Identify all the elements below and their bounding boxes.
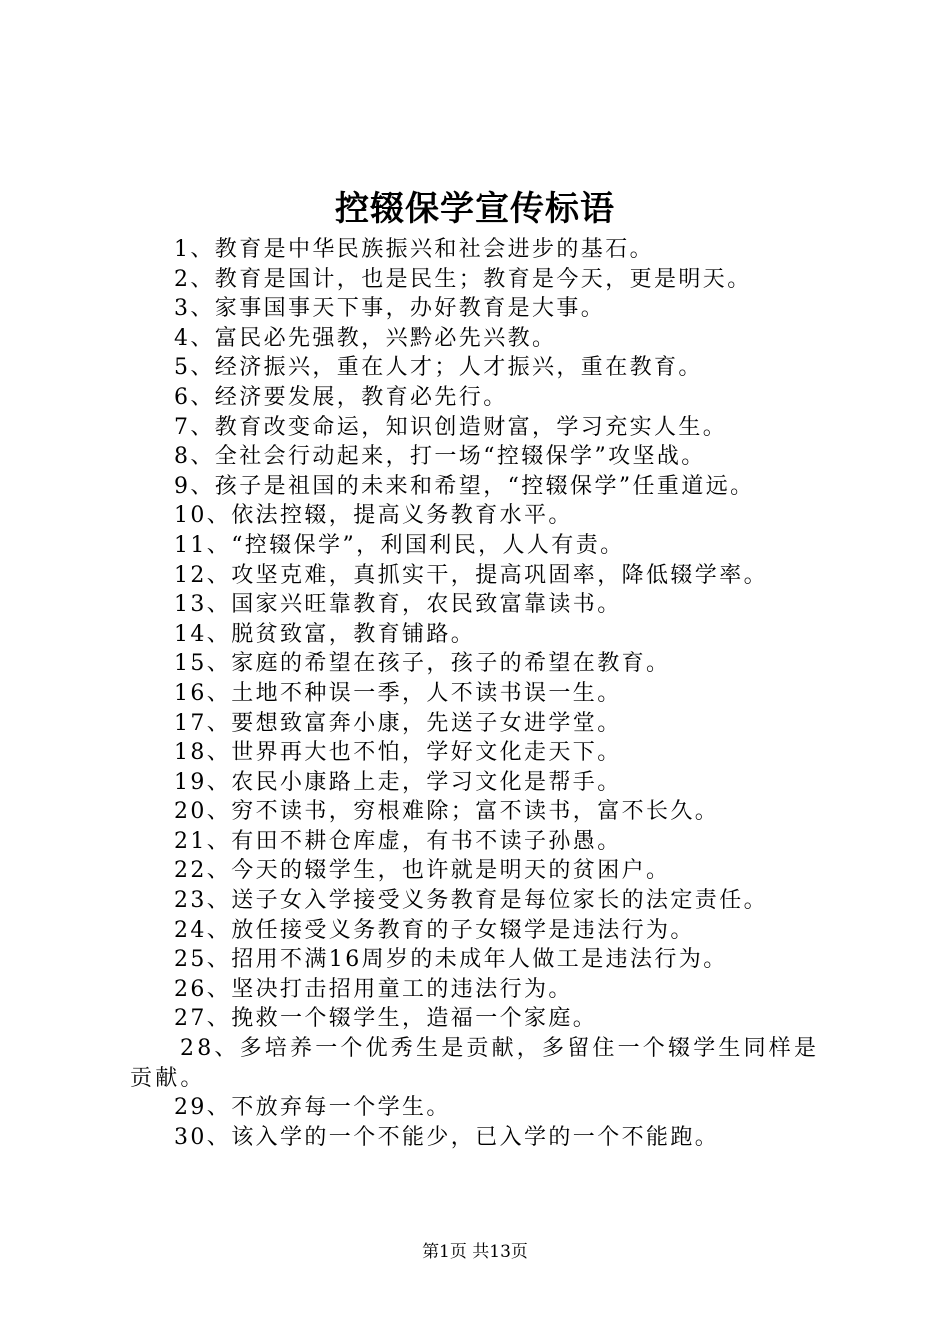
- document-title: 控辍保学宣传标语: [335, 189, 615, 229]
- slogan-item: 12、攻坚克难，真抓实干，提高巩固率，降低辍学率。: [174, 562, 768, 588]
- slogan-item: 18、世界再大也不怕，学好文化走天下。: [174, 740, 622, 766]
- slogan-item: 20、穷不读书，穷根难除；富不读书，富不长久。: [174, 799, 720, 825]
- slogan-item: 13、国家兴旺靠教育，农民致富靠读书。: [174, 592, 622, 618]
- slogan-item: 15、家庭的希望在孩子，孩子的希望在教育。: [174, 651, 671, 677]
- slogan-item: 10、依法控辍，提高义务教育水平。: [174, 503, 573, 529]
- slogan-item: 3、家事国事天下事，办好教育是大事。: [174, 296, 606, 322]
- slogan-item: 17、要想致富奔小康，先送子女进学堂。: [174, 710, 622, 736]
- page-footer: 第1页 共13页: [422, 1242, 528, 1262]
- slogan-item: 24、放任接受义务教育的子女辍学是违法行为。: [174, 917, 695, 943]
- slogan-item: 28、多培养一个优秀生是贡献，多留住一个辍学生同样是贡献。: [130, 1036, 820, 1091]
- slogan-item: 5、经济振兴，重在人才；人才振兴，重在教育。: [174, 355, 703, 381]
- slogan-item: 27、挽救一个辍学生，造福一个家庭。: [174, 1006, 598, 1032]
- slogan-item: 23、送子女入学接受义务教育是每位家长的法定责任。: [174, 888, 768, 914]
- slogan-item: 1、教育是中华民族振兴和社会进步的基石。: [174, 237, 654, 262]
- slogan-item: 22、今天的辍学生，也许就是明天的贫困户。: [174, 858, 671, 884]
- slogan-item: 21、有田不耕仓库虚，有书不读子孙愚。: [174, 828, 622, 854]
- slogan-item: 8、全社会行动起来，打一场“控辍保学”攻坚战。: [174, 444, 706, 470]
- slogan-item: 9、孩子是祖国的未来和希望，“控辍保学”任重道远。: [174, 473, 755, 499]
- slogan-list: [130, 235, 830, 1152]
- slogan-item: 26、坚决打击招用童工的违法行为。: [174, 976, 573, 1002]
- slogan-item: 14、脱贫致富，教育铺路。: [174, 621, 476, 647]
- slogan-item: 7、教育改变命运，知识创造财富，学习充实人生。: [174, 414, 728, 440]
- slogan-item: 25、招用不满16周岁的未成年人做工是违法行为。: [174, 947, 728, 973]
- slogan-item: 2、教育是国计，也是民生；教育是今天，更是明天。: [174, 266, 752, 292]
- slogan-item: 4、富民必先强教，兴黔必先兴教。: [174, 325, 557, 351]
- slogan-item: 19、农民小康路上走，学习文化是帮手。: [174, 769, 622, 795]
- slogan-item: 30、该入学的一个不能少，已入学的一个不能跑。: [174, 1124, 720, 1150]
- slogan-item: 6、经济要发展，教育必先行。: [174, 384, 508, 410]
- slogan-item: 11、“控辍保学”，利国利民，人人有责。: [174, 532, 625, 558]
- slogan-item: 29、不放弃每一个学生。: [174, 1095, 451, 1121]
- slogan-item: 16、土地不种误一季，人不读书误一生。: [174, 680, 622, 706]
